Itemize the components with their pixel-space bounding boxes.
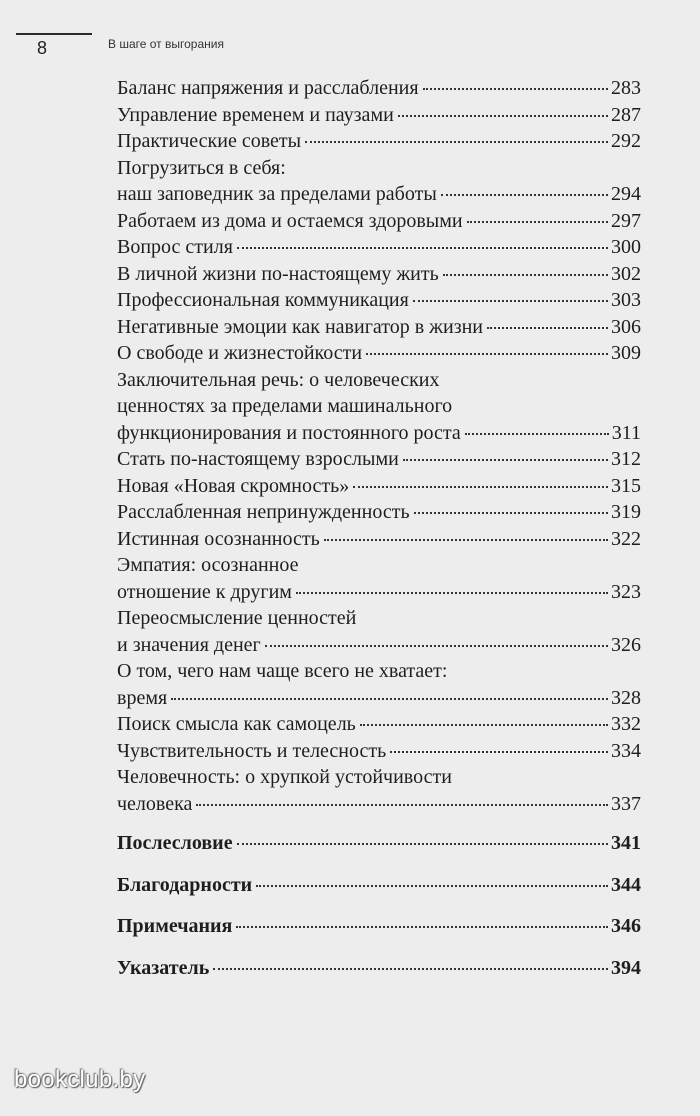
- toc-entry: [117, 234, 641, 261]
- toc-entry-row: [117, 261, 641, 288]
- toc-entry-title-line: отношение к другим: [117, 580, 292, 603]
- toc-entry: [117, 552, 641, 605]
- toc-entry-row: [117, 446, 641, 473]
- toc-entry: [117, 208, 641, 235]
- header-rule: [16, 33, 92, 35]
- toc-page-number: 294: [611, 183, 641, 205]
- dot-leader: [236, 926, 608, 928]
- toc-entry-title-line: Профессиональная коммуникация: [117, 289, 409, 311]
- page-number: 8: [37, 38, 48, 58]
- dot-leader: [171, 698, 608, 700]
- toc-entry-title-line: Чувствительность и телесность: [117, 739, 387, 762]
- toc-entry: [117, 830, 641, 857]
- toc-entry-title-line: ценностях за пределами машинального: [117, 395, 453, 417]
- toc-page-number: 334: [611, 739, 641, 762]
- toc-entry: [117, 473, 641, 500]
- toc-page-number: 337: [611, 792, 641, 815]
- toc-entry-row: [117, 791, 641, 818]
- dot-leader: [366, 353, 608, 355]
- toc-page-number: 326: [611, 633, 641, 656]
- toc-entry-title-line: Новая «Новая скромность»: [117, 474, 350, 497]
- toc-entry: [117, 367, 641, 447]
- toc-entry: [117, 658, 641, 711]
- toc-entry-row: [117, 340, 641, 367]
- toc-entry: [117, 314, 641, 341]
- dot-leader: [465, 433, 609, 435]
- toc-page-number: 344: [611, 873, 641, 896]
- dot-leader: [413, 300, 608, 302]
- toc-page-number: 302: [611, 262, 641, 285]
- toc-entry-title-line: Послесловие: [117, 832, 233, 854]
- toc-entry-title-line: Истинная осознанность: [117, 527, 320, 550]
- dot-leader: [441, 194, 608, 196]
- toc-entry-row: [117, 420, 641, 447]
- toc-entry-row: [117, 526, 641, 553]
- toc-entry-row: [117, 738, 641, 765]
- toc-entry-row: [117, 128, 641, 155]
- toc-entry-row: [117, 685, 641, 712]
- toc-entry-title-line: Эмпатия: осознанное: [117, 554, 299, 576]
- toc-entry-title-line: Стать по-настоящему взрослыми: [117, 448, 399, 470]
- toc-entry-title-line: функционирования и постоянного роста: [117, 421, 461, 444]
- toc-entry-row: [117, 711, 641, 738]
- toc-entry-title-line: Поиск смысла как самоцель: [117, 713, 356, 735]
- dot-leader: [353, 486, 608, 488]
- toc-entry-title-line: О том, чего нам чаще всего не хватает:: [117, 660, 448, 682]
- toc-entry-title-line: Примечания: [117, 915, 233, 937]
- toc-entry-row: [117, 234, 641, 261]
- toc-page-number: 287: [611, 103, 641, 126]
- table-of-contents: [117, 75, 641, 981]
- toc-entry: [117, 499, 641, 526]
- toc-page-number: 300: [611, 236, 641, 258]
- toc-entry-title-line: и значения денег: [117, 633, 261, 656]
- toc-page-number: 332: [611, 713, 641, 735]
- toc-page-number: 319: [611, 501, 641, 523]
- toc-page-number: 297: [611, 209, 641, 232]
- dot-leader: [237, 247, 608, 249]
- toc-page-number: 306: [611, 315, 641, 338]
- toc-page-number: 292: [611, 130, 641, 152]
- toc-page-number: 346: [611, 915, 641, 937]
- running-title: В шаге от выгорания: [108, 37, 224, 51]
- dot-leader: [398, 115, 608, 117]
- dot-leader: [360, 724, 608, 726]
- toc-entry-row: [117, 102, 641, 129]
- toc-page-number: 312: [611, 448, 641, 470]
- dot-leader: [305, 141, 608, 143]
- toc-entry-row: [117, 499, 641, 526]
- toc-page-number: 303: [611, 289, 641, 311]
- toc-entry-row: [117, 208, 641, 235]
- toc-page-number: 311: [611, 421, 641, 444]
- toc-entry: [117, 711, 641, 738]
- toc-entry: [117, 446, 641, 473]
- toc-page-number: 341: [611, 832, 641, 854]
- dot-leader: [256, 885, 608, 887]
- toc-entry-row: [117, 913, 641, 940]
- toc-page-number: 322: [611, 527, 641, 550]
- toc-entry: [117, 261, 641, 288]
- toc-entry-title-line: Практические советы: [117, 130, 302, 152]
- toc-entry: [117, 102, 641, 129]
- toc-entry-title-line: Заключительная речь: о человеческих: [117, 368, 440, 391]
- dot-leader: [390, 751, 608, 753]
- dot-leader: [487, 327, 608, 329]
- site-watermark: bookclub.by: [14, 1066, 146, 1093]
- toc-entry-title-line: Переосмысление ценностей: [117, 607, 357, 629]
- toc-entry-row: [117, 955, 641, 982]
- toc-entry-title-line: Работаем из дома и остаемся здоровыми: [117, 209, 463, 232]
- toc-entry: [117, 287, 641, 314]
- toc-entry: [117, 913, 641, 940]
- toc-entry-title-line: В личной жизни по-настоящему жить: [117, 262, 439, 285]
- toc-page-number: 315: [611, 474, 641, 497]
- toc-entry-title-line: Управление временем и паузами: [117, 103, 394, 126]
- toc-entry: [117, 605, 641, 658]
- toc-entry: [117, 872, 641, 899]
- toc-entry: [117, 155, 641, 208]
- toc-page-number: 283: [611, 77, 641, 99]
- toc-entry-title-line: человека: [117, 792, 193, 815]
- toc-entry-title-line: Указатель: [117, 956, 210, 979]
- toc-page-number: 323: [611, 580, 641, 603]
- toc-entry: [117, 340, 641, 367]
- toc-entry-title-line: Негативные эмоции как навигатор в жизни: [117, 315, 484, 338]
- toc-entry-title-line: Вопрос стиля: [117, 236, 233, 258]
- toc-entry-title-line: Баланс напряжения и расслабления: [117, 77, 419, 99]
- toc-entry-title-line: время: [117, 686, 168, 709]
- toc-entry-title-line: О свободе и жизнестойкости: [117, 342, 363, 364]
- toc-entry-row: [117, 830, 641, 857]
- dot-leader: [265, 645, 608, 647]
- dot-leader: [467, 221, 608, 223]
- toc-entry-row: [117, 872, 641, 899]
- dot-leader: [237, 843, 608, 845]
- toc-entry-row: [117, 632, 641, 659]
- dot-leader: [296, 592, 608, 594]
- toc-entry: [117, 128, 641, 155]
- toc-page-number: 394: [611, 956, 641, 979]
- dot-leader: [213, 968, 608, 970]
- toc-entry-title-line: Расслабленная непринужденность: [117, 501, 410, 523]
- toc-entry: [117, 955, 641, 982]
- dot-leader: [423, 88, 608, 90]
- toc-entry-row: [117, 181, 641, 208]
- dot-leader: [196, 804, 608, 806]
- toc-entry: [117, 75, 641, 102]
- toc-entry-title-line: Человечность: о хрупкой устойчивости: [117, 766, 452, 788]
- dot-leader: [403, 459, 608, 461]
- toc-entry-row: [117, 314, 641, 341]
- toc-entry: [117, 526, 641, 553]
- dot-leader: [443, 274, 608, 276]
- dot-leader: [324, 539, 608, 541]
- toc-entry: [117, 764, 641, 817]
- toc-entry-title-line: наш заповедник за пределами работы: [117, 183, 437, 205]
- toc-page-number: 309: [611, 342, 641, 364]
- toc-entry: [117, 738, 641, 765]
- toc-entry-row: [117, 287, 641, 314]
- dot-leader: [414, 512, 608, 514]
- toc-page-number: 328: [611, 686, 641, 709]
- toc-entry-row: [117, 473, 641, 500]
- toc-entry-title-line: Благодарности: [117, 873, 253, 896]
- toc-entry-title-line: Погрузиться в себя:: [117, 156, 286, 179]
- toc-entry-row: [117, 75, 641, 102]
- toc-entry-row: [117, 579, 641, 606]
